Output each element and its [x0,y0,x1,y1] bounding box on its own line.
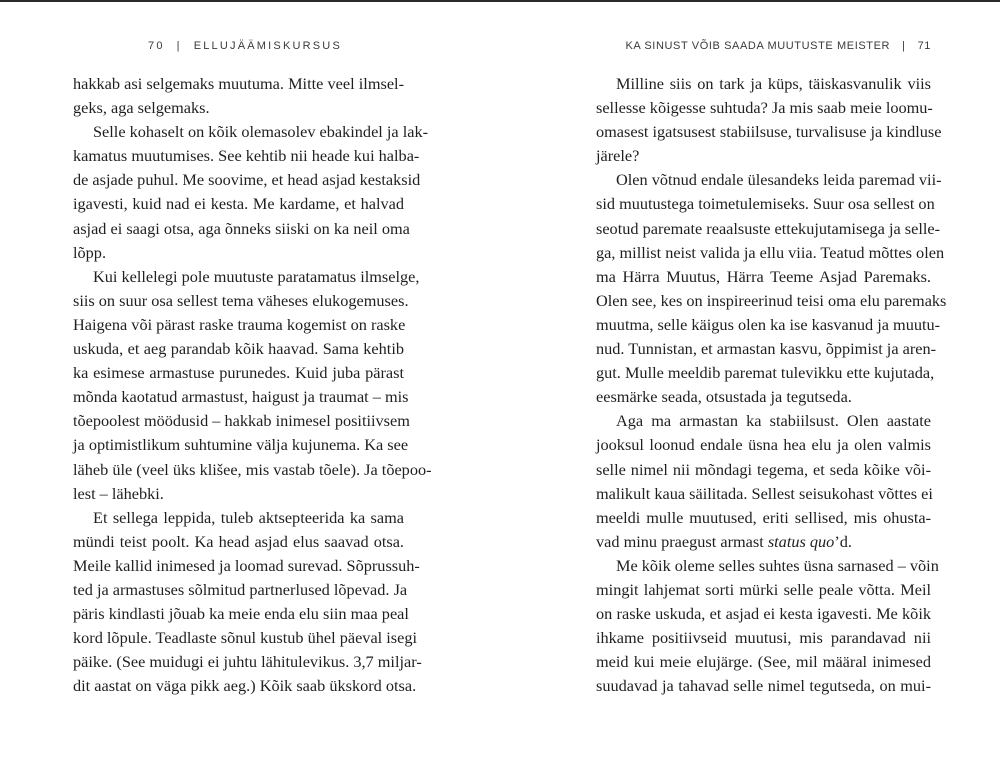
italic-phrase: status quo [767,531,835,551]
text-line: igavesti, kuid nad ei kesta. Me kardame, et halvad [73,194,404,214]
text-line: Aga ma armastan ka stabiilsust. Olen aastate [616,411,931,431]
text-line: päike. (See muidugi ei juhtu lähitulevikus. 3,7 miljar- [73,652,422,672]
text-line: ka esimese armastuse purunedes. Kuid juba pärast [73,363,404,383]
text-line: omasest igatsusest stabiilsuse, turvalisuse ja kindluse [596,122,942,142]
text-line: Milline siis on tark ja küps, täiskasvanulik viis [616,74,931,93]
text-line: sellesse kõigesse suhtuda? Ja mis saab meie loomu- [596,98,933,118]
text-line: suudavad ja tahavad selle nimel tegutseda, on mui- [596,676,931,696]
text-line: järele? [596,146,640,166]
text-line: malikult kaua säilitada. Sellest seisukohast võttes ei [596,483,933,503]
text-line: ted ja armastuses sõlmitud partnerlused lõpevad. Ja [73,579,408,599]
text-line: tõepoolest möödusid – hakkab inimesel positiivsem [73,411,410,431]
text-line: Selle kohaselt on kõik olemasolev ebakindel ja lak- [93,122,429,142]
text-line: on raske uskuda, et asjad ei kesta igavesti. Me kõik [596,604,931,624]
text-line: muutma, selle käigus olen ka ise kasvanud ja muutu- [596,314,941,334]
text-line: geks, aga selgemaks. [73,98,210,118]
right-body-text [596,72,947,698]
text-line: lõpp. [73,242,107,262]
right-page [596,0,947,773]
line-tail-text: ’d. [834,531,852,551]
text-line: ihkame positiivseid muutusi, mis parandavad nii [596,628,931,648]
left-page [73,0,432,773]
text-line: ga, millist neist valida ja ellu viia. Teatud mõttes olen [596,242,945,262]
line-lead-text: vad minu praegust armast [596,531,768,551]
text-line: lest – lähebki. [73,483,164,503]
text-line: asjad ei saagi otsa, aga õnneks siiski on ka neil oma [73,218,410,238]
text-line: sid muutustega toimetulemiseks. Suur osa sellest on [596,194,935,214]
left-header-separator: | [176,40,182,52]
text-line: päris kindlasti jõuab ka meie enda elu siin maa peal [73,604,409,624]
text-line: uskuda, et aeg parandab kõik haavad. Sama kehtib [73,339,404,359]
text-line: hakkab asi selgemaks muutuma. Mitte veel ilmsel- [73,74,404,93]
text-line: Et sellega leppida, tuleb aktsepteerida ka sama [93,507,404,527]
left-body-text [73,72,432,698]
text-line: Olen see, kes on inspireerinud teisi oma elu paremaks [596,290,947,310]
text-line: Haigena või pärast raske trauma kogemist on raske [73,314,406,334]
text-line: jooksul loonud endale üsna hea elu ja olen valmis [596,435,931,455]
right-header-separator: | [902,40,906,52]
text-line: kamatus muutumises. See kehtib nii heade kui halba- [73,146,420,166]
text-line: Kui kellelegi pole muutuste paratamatus ilmselge, [93,266,420,286]
text-line: mingit lahjemat sorti mürki selle peale võtta. Meil [596,579,931,599]
text-line: siis on suur osa sellest tema väheses elukogemuses. [73,290,409,310]
text-line: de asjade puhul. Me soovime, et head asjad kestaksid [73,170,421,190]
text-line: gut. Mulle meeldib paremat tulevikku ette kujutada, [596,363,935,383]
text-line: ma Härra Muutus, Härra Teeme Asjad Paremaks. [596,266,931,286]
text-line: meeldi mulle muutused, eriti sellised, mis ohusta- [596,507,931,527]
left-header-title: ELLUJÄÄMISKURSUS [193,40,342,52]
text-line: ja optimistlikum suhtumine välja kujunema. Ka see [73,435,409,455]
text-line: nud. Tunnistan, et armastan kasvu, õppimist ja aren- [596,339,937,359]
text-line-status-quo [596,530,931,554]
left-page-number: 70 [148,40,165,52]
text-line: mündi teist poolt. Ka head asjad elus saavad otsa. [73,531,404,551]
text-line: eesmärke seada, otsustada ja tegutseda. [596,387,852,407]
text-line: seotud paremate reaalsuste ettekujutamisega ja selle- [596,218,941,238]
text-line: Meile kallid inimesed ja loomad surevad. Sõprussuh- [73,555,420,575]
text-line: Olen võtnud endale ülesandeks leida paremad vii- [616,170,942,190]
text-line: meid kui meie elujärge. (See, mil määral inimesed [596,652,931,672]
text-line: selle nimel nii mõndagi tegema, et seda kõike või- [596,459,931,479]
left-running-head [148,40,342,52]
text-line: dit aastat on väga pikk aeg.) Kõik saab ükskord otsa. [73,676,417,696]
right-running-head [625,40,931,52]
right-header-title: KA SINUST VÕIB SAADA MUUTUSTE MEISTER [625,40,891,52]
text-line: läheb üle (veel üks klišee, mis vastab tõele). Ja tõepoo- [73,459,432,479]
right-page-number: 71 [917,40,931,52]
text-line: kord lõpule. Teadlaste sõnul kustub ühel päeval isegi [73,628,418,648]
text-line: mõnda kaotatud armastust, haigust ja traumat – mis [73,387,409,407]
text-line: Me kõik oleme selles suhtes üsna sarnased – võin [616,555,939,575]
